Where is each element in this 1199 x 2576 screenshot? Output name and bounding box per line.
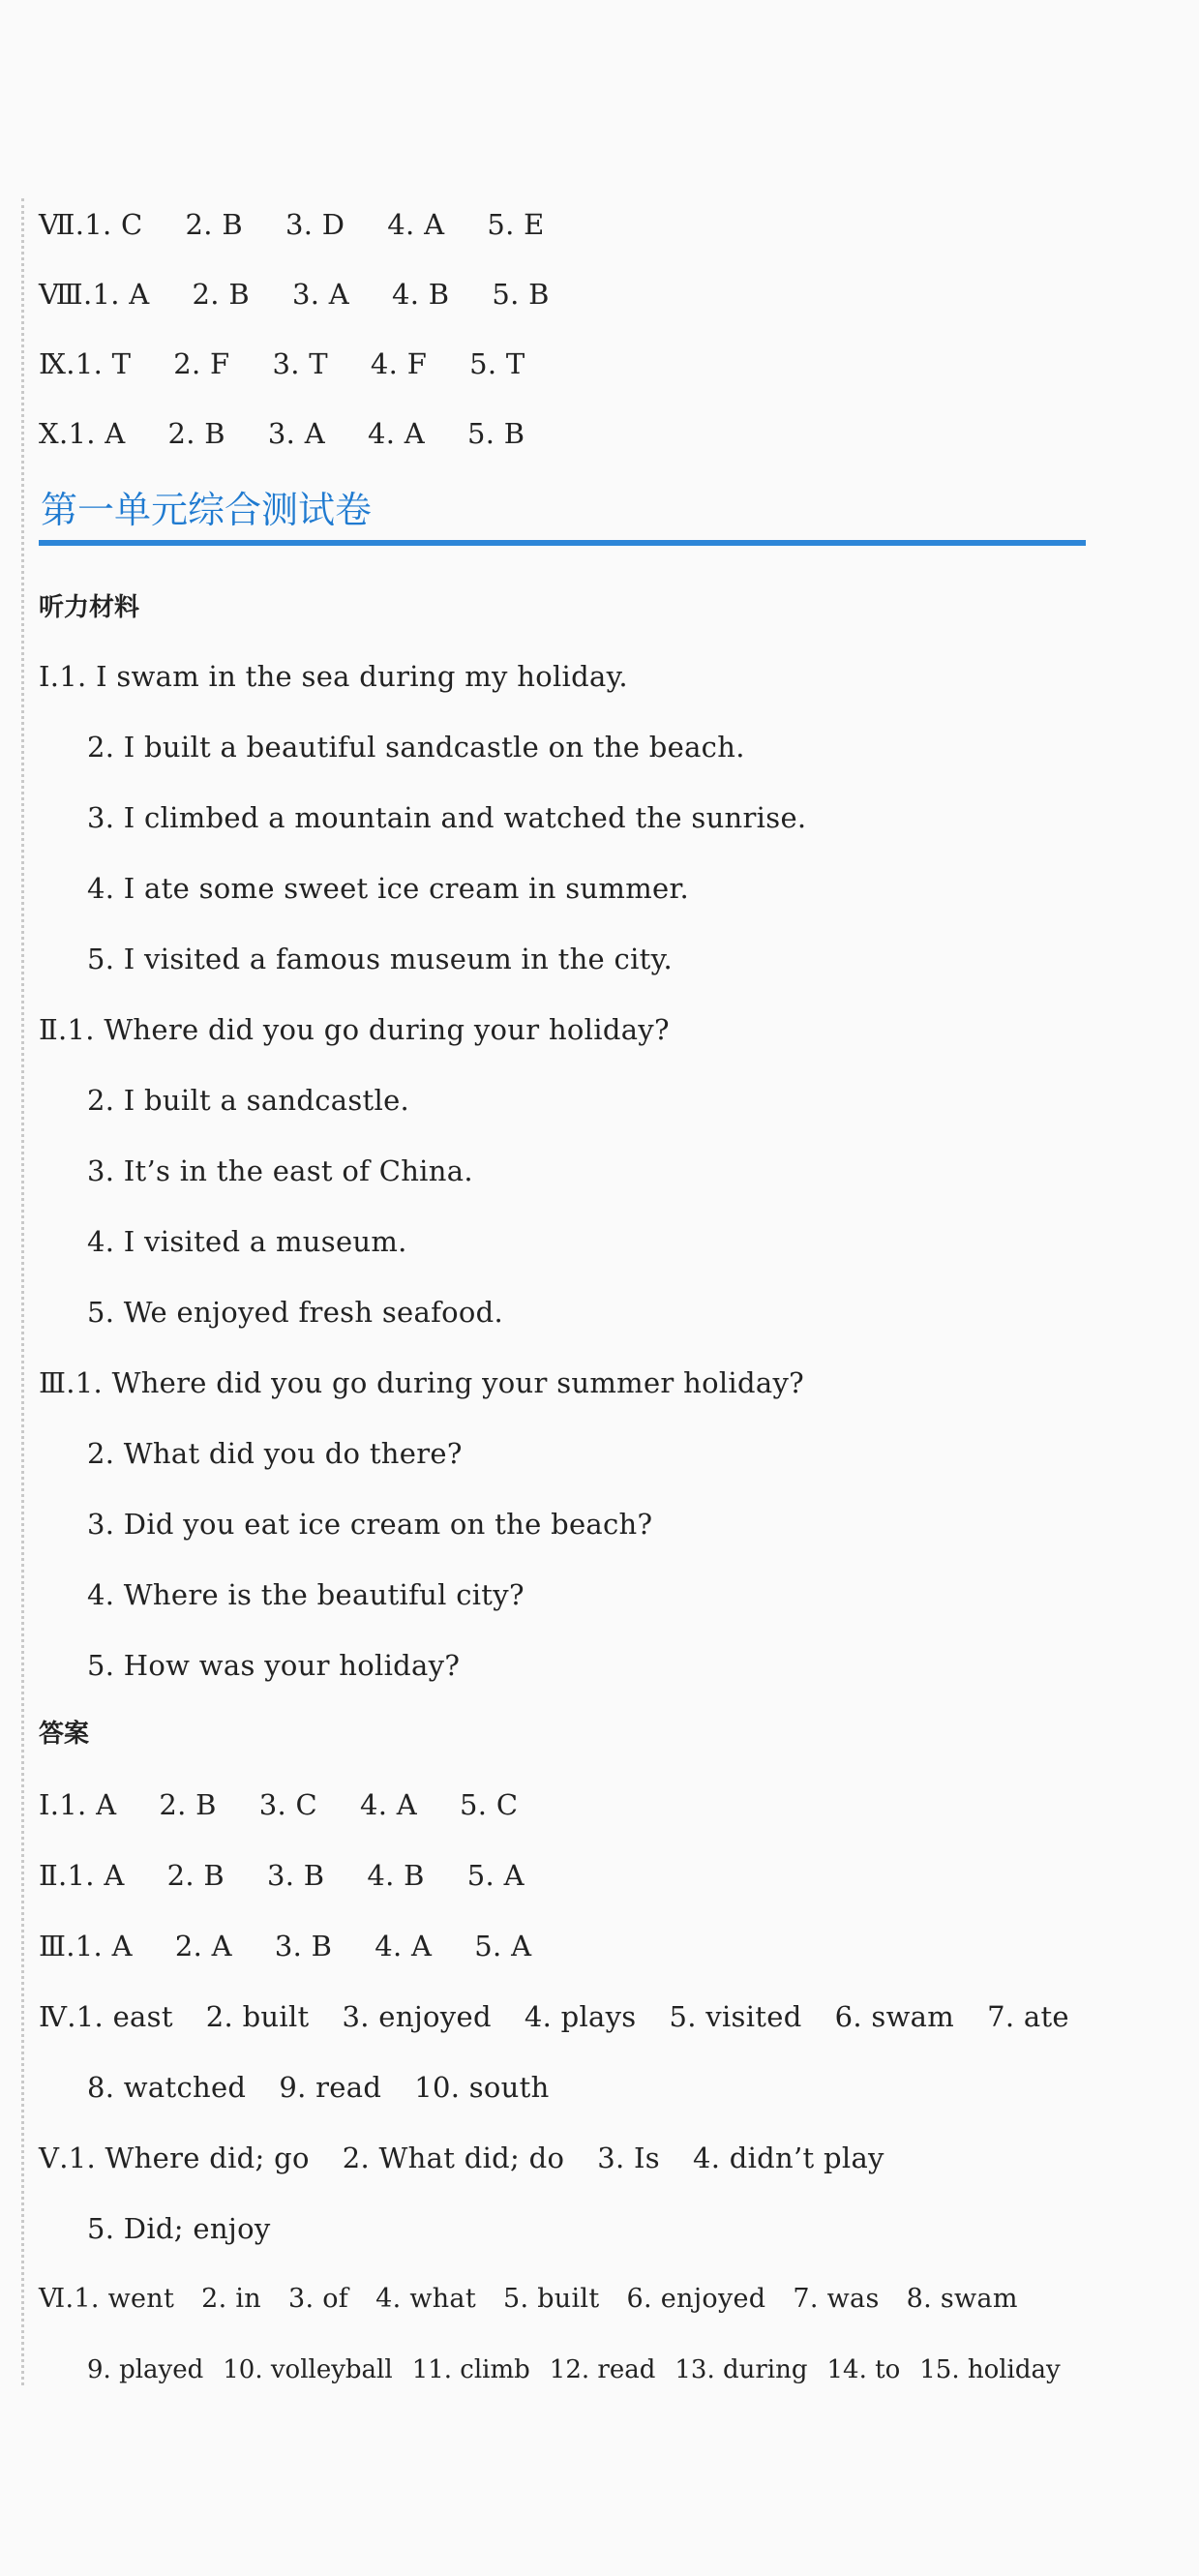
prev-answer-row-9: Ⅸ.1. T 2. F 3. T 4. F 5. T	[39, 347, 525, 380]
prev-answer-row-10: Ⅹ.1. A 2. B 3. A 4. A 5. B	[39, 417, 525, 450]
listening-1-line-2: 2. I built a beautiful sandcastle on the beach.	[87, 731, 745, 764]
answer-row-1: Ⅰ.1. A 2. B 3. C 4. A 5. C	[39, 1788, 519, 1821]
listening-1-line-4: 4. I ate some sweet ice cream in summer.	[87, 872, 689, 905]
answer-row-5-line-2: 5. Did; enjoy	[87, 2212, 271, 2245]
answer-row-4-line-2: 8. watched 9. read 10. south	[87, 2071, 550, 2104]
section-title: 第一单元综合测试卷	[39, 482, 1086, 546]
listening-3-line-4: 4. Where is the beautiful city?	[87, 1578, 525, 1611]
listening-heading: 听力材料	[39, 593, 140, 622]
listening-2-line-5: 5. We enjoyed fresh seafood.	[87, 1296, 504, 1329]
listening-2-line-2: 2. I built a sandcastle.	[87, 1084, 410, 1117]
prev-answer-row-8: Ⅷ.1. A 2. B 3. A 4. B 5. B	[39, 278, 550, 311]
listening-3-line-1: Ⅲ.1. Where did you go during your summer holiday?	[39, 1366, 804, 1399]
answer-row-4-line-1: Ⅳ.1. east 2. built 3. enjoyed 4. plays 5. visited 6. swam 7. ate	[39, 2000, 1069, 2033]
answer-row-6-line-2: 9. played 10. volleyball 11. climb 12. read 13. during 14. to 15. holiday	[87, 2355, 1061, 2384]
answer-row-6-line-1: Ⅵ.1. went 2. in 3. of 4. what 5. built 6. enjoyed 7. was 8. swam	[39, 2284, 1018, 2314]
listening-1-line-5: 5. I visited a famous museum in the city.	[87, 943, 673, 975]
listening-3-line-2: 2. What did you do there?	[87, 1437, 463, 1470]
listening-1-line-3: 3. I climbed a mountain and watched the sunrise.	[87, 801, 807, 834]
answer-row-5-line-1: Ⅴ.1. Where did; go 2. What did; do 3. Is 4. didn’t play	[39, 2142, 884, 2174]
answer-row-2: Ⅱ.1. A 2. B 3. B 4. B 5. A	[39, 1859, 525, 1892]
listening-3-line-3: 3. Did you eat ice cream on the beach?	[87, 1508, 653, 1541]
listening-2-line-3: 3. It’s in the east of China.	[87, 1154, 473, 1187]
answers-heading: 答案	[39, 1720, 90, 1749]
listening-1-line-1: Ⅰ.1. I swam in the sea during my holiday.	[39, 660, 628, 693]
listening-2-line-1: Ⅱ.1. Where did you go during your holiday?	[39, 1013, 670, 1046]
answer-row-3: Ⅲ.1. A 2. A 3. B 4. A 5. A	[39, 1930, 532, 1962]
listening-2-line-4: 4. I visited a museum.	[87, 1225, 407, 1258]
prev-answer-row-7: Ⅶ.1. C 2. B 3. D 4. A 5. E	[39, 208, 545, 241]
binding-margin-line	[21, 198, 24, 2385]
listening-3-line-5: 5. How was your holiday?	[87, 1649, 461, 1682]
